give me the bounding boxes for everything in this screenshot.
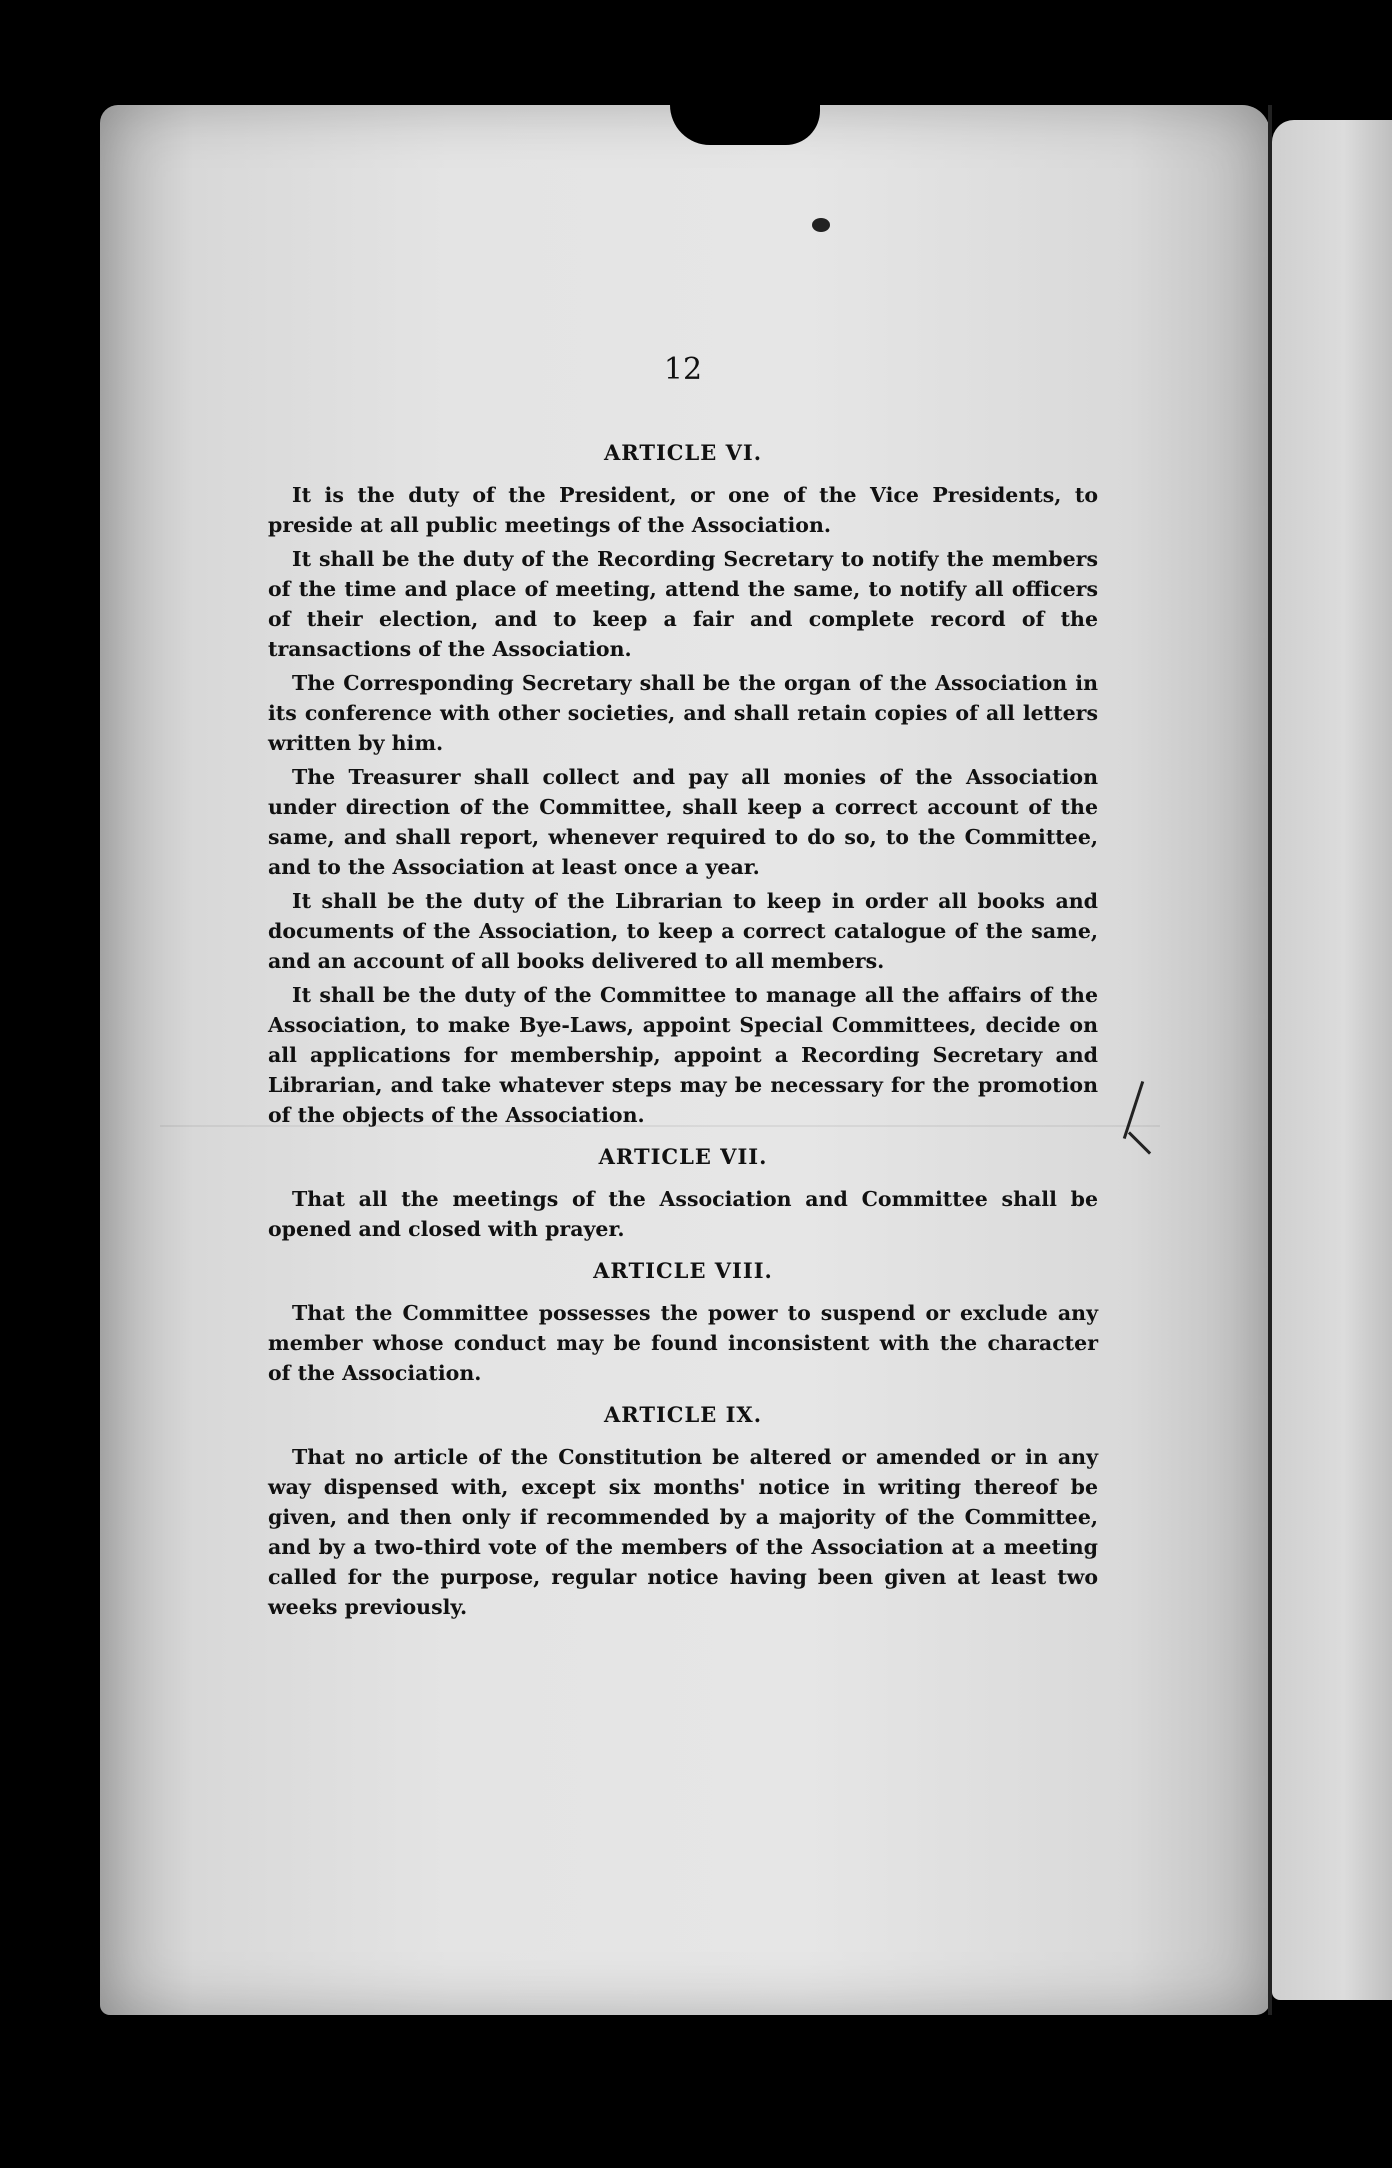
paragraph: That no article of the Constitution be altered or amended or in any way dispensed with, except six months' notice in writing thereof be given, and then only if recommended by a majority of the Committee, and by a two-third vote of the members of the Association at a meeting called for the purpose, regular notice having been given at least two weeks previously. [268, 1445, 1098, 1619]
paragraph: That the Committee possesses the power to suspend or exclude any member whose conduct may be found inconsistent with the character of the Association. [268, 1301, 1098, 1385]
article-title: ARTICLE IX. [603, 1402, 763, 1427]
article-ix [268, 1400, 1098, 1622]
page-number: 12 [663, 352, 703, 387]
facing-page-edge [1272, 120, 1392, 2000]
paragraph: That all the meetings of the Association and Committee shall be opened and closed with prayer. [268, 1187, 1098, 1241]
page-tear [670, 105, 820, 145]
paragraph: It shall be the duty of the Committee to manage all the affairs of the Association, to make Bye-Laws, appoint Special Committees, decide on all applications for membership, appoint a Recording Secretary and Librarian, and take whatever steps may be necessary for the promotion of the objects of the Association. [268, 983, 1098, 1127]
document-text [268, 350, 1098, 1626]
paragraph: It shall be the duty of the Librarian to keep in order all books and documents of the Association, to keep a correct catalogue of the same, and an account of all books delivered to all members. [268, 889, 1098, 973]
paragraph: It shall be the duty of the Recording Secretary to notify the members of the time and place of meeting, attend the same, to notify all officers of their election, and to keep a fair and complete record of the transactions of the Association. [268, 547, 1098, 661]
article-viii [268, 1256, 1098, 1388]
paragraph: The Treasurer shall collect and pay all monies of the Association under direction of the Committee, shall keep a correct account of the same, and shall report, whenever required to do so, to the Committee, and to the Association at least once a year. [268, 765, 1098, 879]
paragraph: It is the duty of the President, or one of the Vice Presidents, to preside at all public meetings of the Association. [268, 483, 1098, 537]
article-vi [268, 438, 1098, 1130]
ink-blot [812, 218, 830, 232]
paragraph: The Corresponding Secretary shall be the organ of the Association in its conference with other societies, and shall retain copies of all letters written by him. [268, 671, 1098, 755]
article-title: ARTICLE VIII. [593, 1258, 773, 1283]
article-title: ARTICLE VI. [603, 440, 763, 465]
article-title: ARTICLE VII. [598, 1144, 768, 1169]
article-vii [268, 1142, 1098, 1244]
